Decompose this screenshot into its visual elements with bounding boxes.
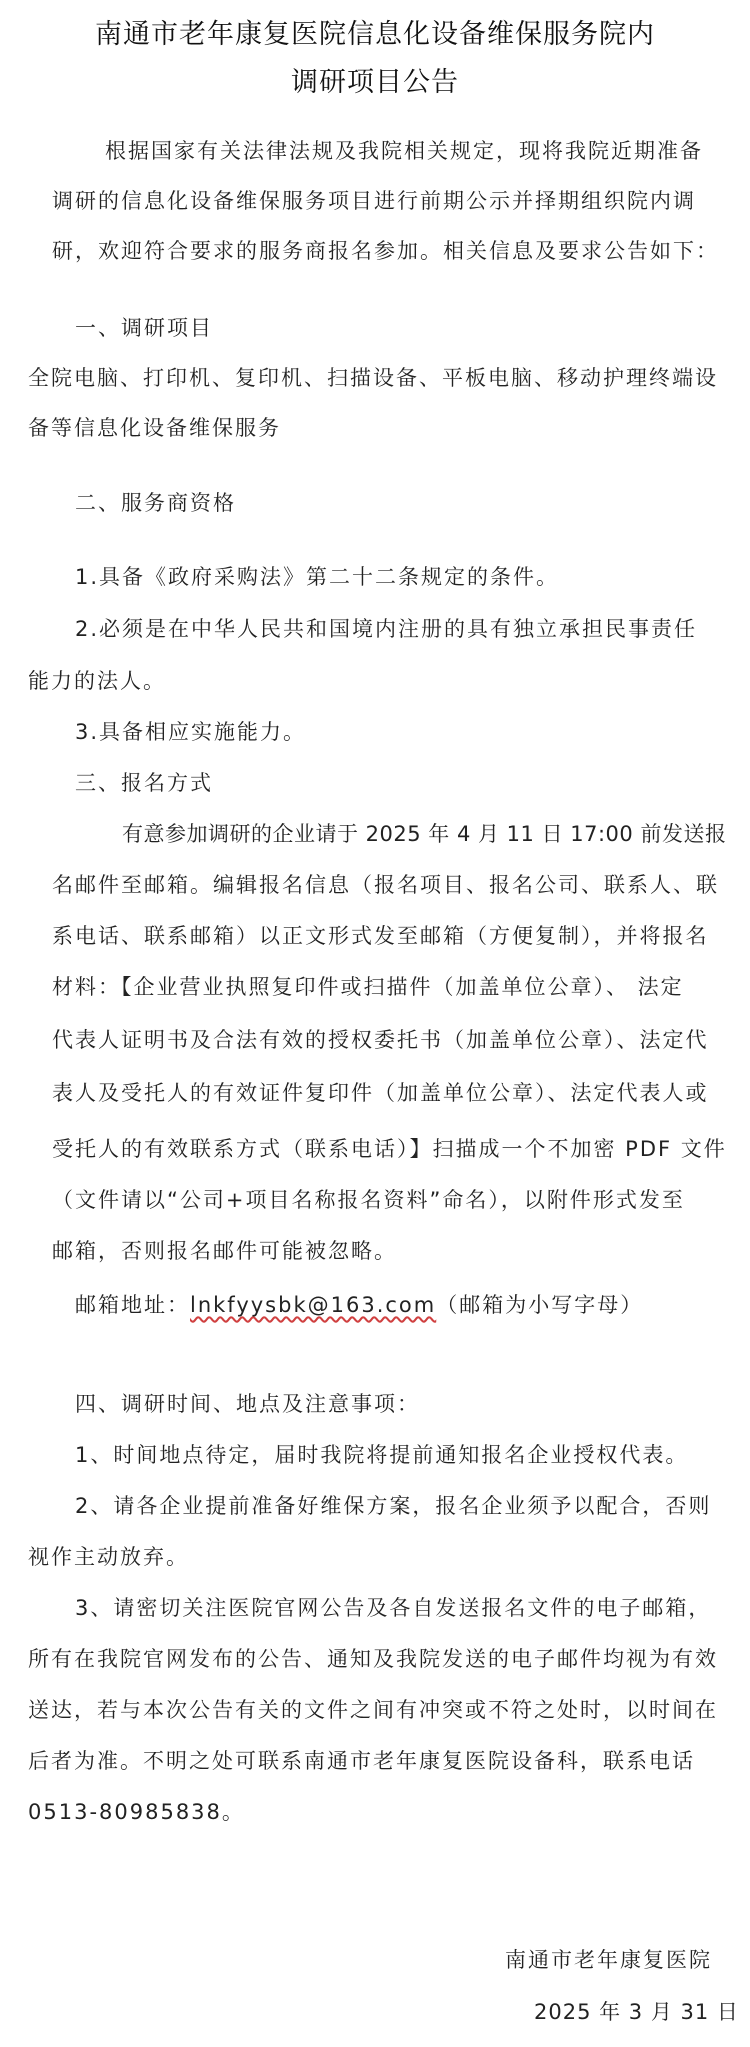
section2-item-2-line-2: 能力的法人。 [28, 669, 166, 693]
section4-item-3-line-2: 所有在我院官网发布的公告、通知及我院发送的电子邮件均视为有效 [28, 1647, 718, 1671]
section3-line-8: （文件请以“公司+项目名称报名资料”命名），以附件形式发至 [52, 1188, 685, 1212]
section3-line-1: 有意参加调研的企业请于 2025 年 4 月 11 日 17:00 前发送报 [122, 822, 727, 846]
section1-line-2: 备等信息化设备维保服务 [28, 416, 281, 440]
signature-date: 2025 年 3 月 31 日 [534, 2000, 739, 2024]
section3-line-2: 名邮件至邮箱。编辑报名信息（报名项目、报名公司、联系人、联 [52, 873, 719, 897]
title-line-2: 调研项目公告 [291, 67, 459, 98]
section1-heading: 一、调研项目 [75, 316, 213, 340]
intro-line-1: 根据国家有关法律法规及我院相关规定，现将我院近期准备 [105, 139, 703, 163]
section4-item-3-line-5: 0513-80985838。 [28, 1800, 245, 1824]
email-note: （邮箱为小写字母） [436, 1293, 644, 1317]
section4-item-3-line-3: 送达，若与本次公告有关的文件之间有冲突或不符之处时，以时间在 [28, 1698, 718, 1722]
section3-line-3: 系电话、联系邮箱）以正文形式发至邮箱（方便复制），并将报名 [52, 924, 709, 948]
section2-item-3: 3.具备相应实施能力。 [75, 720, 307, 744]
section4-item-1: 1、时间地点待定，届时我院将提前通知报名企业授权代表。 [75, 1443, 689, 1467]
section4-item-3-line-1: 3、请密切关注医院官网公告及各自发送报名文件的电子邮箱， [75, 1596, 712, 1620]
section4-item-2-line-1: 2、请各企业提前准备好维保方案，报名企业须予以配合，否则 [75, 1494, 712, 1518]
title-line-1: 南通市老年康复医院信息化设备维保服务院内 [95, 19, 655, 50]
section3-line-9: 邮箱，否则报名邮件可能被忽略。 [52, 1239, 397, 1263]
section4-heading: 四、调研时间、地点及注意事项： [75, 1392, 420, 1416]
section3-line-5: 代表人证明书及合法有效的授权委托书（加盖单位公章）、法定代 [52, 1028, 709, 1052]
section3-heading: 三、报名方式 [75, 771, 213, 795]
section2-item-1: 1.具备《政府采购法》第二十二条规定的条件。 [75, 565, 560, 589]
section2-item-2-line-1: 2.必须是在中华人民共和国境内注册的具有独立承担民事责任 [75, 617, 698, 641]
section4-item-2-line-2: 视作主动放弃。 [28, 1545, 189, 1569]
intro-line-2: 调研的信息化设备维保服务项目进行前期公示并择期组织院内调 [52, 189, 696, 213]
email-label: 邮箱地址： [75, 1293, 190, 1317]
email-row [75, 1289, 643, 1319]
intro-line-3: 研，欢迎符合要求的服务商报名参加。相关信息及要求公告如下： [52, 239, 719, 263]
section2-heading: 二、服务商资格 [75, 491, 236, 515]
section4-item-3-line-4: 后者为准。不明之处可联系南通市老年康复医院设备科，联系电话 [28, 1749, 695, 1773]
email-address[interactable]: lnkfyysbk@163.com [190, 1293, 437, 1317]
section3-line-6: 表人及受托人的有效证件复印件（加盖单位公章）、法定代表人或 [52, 1081, 709, 1105]
section1-line-1: 全院电脑、打印机、复印机、扫描设备、平板电脑、移动护理终端设 [28, 366, 718, 390]
section3-line-7: 受托人的有效联系方式（联系电话）】扫描成一个不加密 PDF 文件 [52, 1137, 727, 1161]
signature-org: 南通市老年康复医院 [505, 1948, 712, 1972]
section3-line-4: 材料：【企业营业执照复印件或扫描件（加盖单位公章）、 法定 [52, 975, 684, 999]
